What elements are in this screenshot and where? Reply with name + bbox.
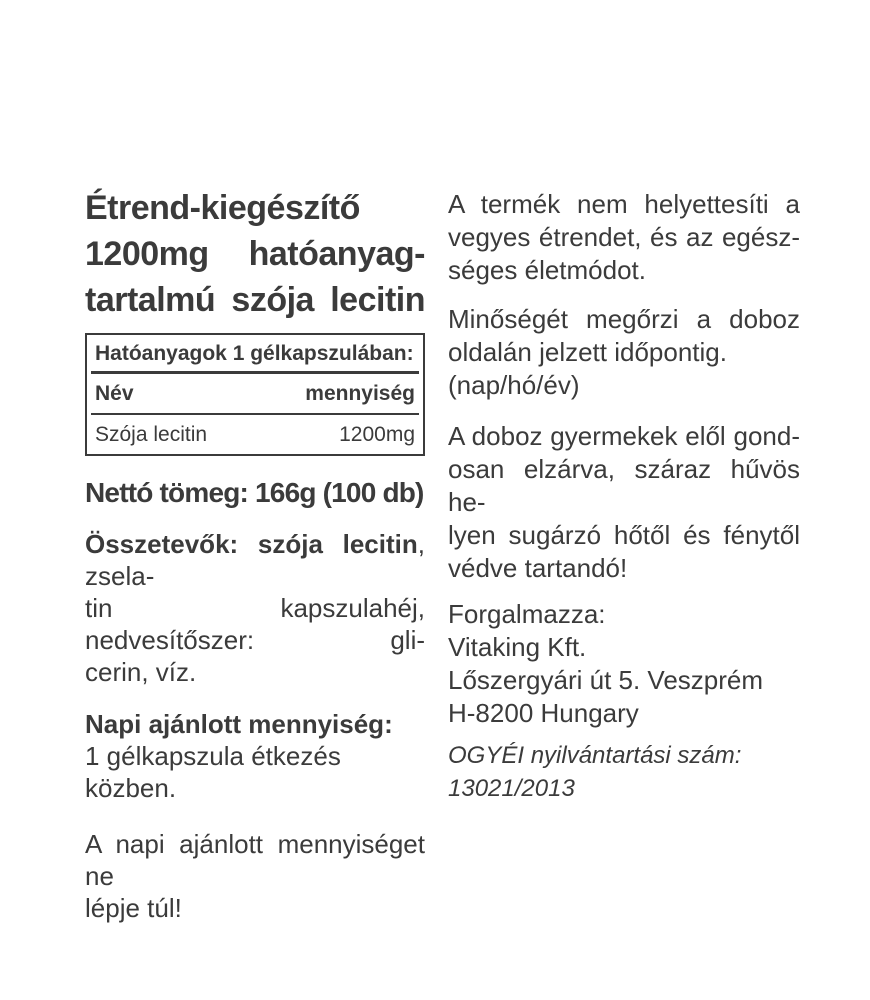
storage-line: védve tartandó!	[448, 553, 628, 583]
right-column	[448, 188, 800, 805]
storage-line: osan elzárva, száraz hűvös he-	[448, 454, 800, 517]
disclaimer-line: séges életmódot.	[448, 255, 647, 285]
distributor-line: Vitaking Kft.	[448, 632, 587, 662]
disclaimer-line: vegyes étrendet, és az egész-	[448, 222, 800, 252]
ingredients-paragraph	[85, 528, 425, 688]
product-title-line: 1200mg hatóanyag-	[85, 235, 425, 273]
storage-line: A doboz gyermekek elől gond-	[448, 421, 800, 451]
warning-line: A napi ajánlott mennyiséget ne	[85, 829, 425, 891]
product-title-line: tartalmú szója lecitin	[85, 281, 425, 319]
ingredients-line-rest: , zsela-	[85, 529, 425, 591]
column-header-amount: mennyiség	[305, 382, 415, 405]
left-column	[85, 185, 425, 924]
best-before-line: oldalán jelzett időpontig.	[448, 337, 727, 367]
storage-paragraph	[448, 420, 800, 585]
distributor-block	[448, 598, 800, 730]
warning-paragraph	[85, 828, 425, 924]
distributor-line: Forgalmazza:	[448, 599, 606, 629]
product-title	[85, 185, 425, 323]
best-before-paragraph	[448, 303, 800, 402]
table-title: Hatóanyagok 1 gélkapszulában:	[95, 342, 414, 365]
ingredient-name-cell: Szója lecitin	[95, 423, 208, 446]
registration-line: OGYÉI nyilvántartási szám:	[448, 742, 742, 769]
ingredients-lead-bold: Összetevők: szója lecitin	[85, 529, 418, 559]
warning-line: lépje túl!	[85, 893, 182, 923]
net-weight: Nettó tömeg: 166g (100 db)	[85, 477, 424, 508]
disclaimer-line: A termék nem helyettesíti a	[448, 189, 800, 219]
daily-dose-section	[85, 708, 425, 804]
storage-line: lyen sugárzó hőtől és fénytől	[448, 520, 800, 550]
registration-number-block	[448, 739, 800, 805]
daily-dose-heading: Napi ajánlott mennyiség:	[85, 709, 393, 739]
column-header-name: Név	[95, 382, 134, 405]
ingredient-amount-cell: 1200mg	[339, 423, 415, 446]
best-before-line: Minőségét megőrzi a doboz	[448, 304, 800, 334]
ingredients-line: tin kapszulahéj, nedvesítőszer: gli-	[85, 593, 425, 655]
ingredients-line: cerin, víz.	[85, 657, 197, 687]
table-row	[87, 415, 423, 454]
ingredients-line	[85, 528, 425, 592]
best-before-line: (nap/hó/év)	[448, 370, 580, 400]
active-ingredients-table	[85, 333, 425, 456]
distributor-line: H-8200 Hungary	[448, 698, 639, 728]
disclaimer-paragraph	[448, 188, 800, 287]
product-title-line: Étrend-kiegészítő	[85, 189, 360, 227]
daily-dose-text: 1 gélkapszula étkezés közben.	[85, 741, 341, 803]
table-column-header-row	[87, 374, 423, 413]
registration-line: 13021/2013	[448, 775, 575, 802]
distributor-line: Lőszergyári út 5. Veszprém	[448, 665, 764, 695]
